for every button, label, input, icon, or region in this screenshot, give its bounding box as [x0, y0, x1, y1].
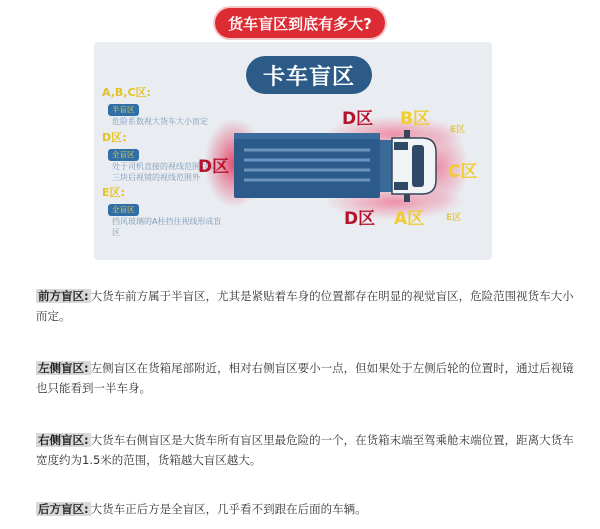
- truck-blind-spot-diagram: [94, 42, 492, 260]
- paragraph-label: 后方盲区:: [38, 502, 89, 516]
- diagram-title: 卡车盲区: [246, 56, 372, 94]
- article-title: 货车盲区到底有多大?: [215, 8, 385, 38]
- zone-label-e-bottom: E区: [446, 213, 462, 223]
- zone-label-a: A区: [394, 209, 425, 229]
- paragraph-text: 大货车前方属于半盲区，尤其是紧贴着车身的位置都存在明显的视觉盲区，危险范围视货车大小而定。: [36, 289, 574, 323]
- legend-heading: D区:: [102, 130, 127, 144]
- truck-connector: [380, 140, 392, 192]
- legend-badge: 半盲区: [108, 104, 139, 116]
- zone-label-d-left: D区: [198, 157, 230, 177]
- paragraph-text: 左侧盲区在货箱尾部附近，相对右侧盲区要小一点，但如果处于左侧后轮的位置时，通过后视镜也只能看到一半车身。: [36, 361, 574, 395]
- truck-cargo-edge: [234, 133, 380, 139]
- zone-label-c: C区: [448, 162, 478, 182]
- legend-heading: E区:: [102, 186, 125, 200]
- truck-windshield: [412, 145, 424, 187]
- paragraph-left-blind-spot: [36, 358, 584, 398]
- legend-description: 挡风玻璃的A柱挡住视线形成盲区: [112, 217, 222, 238]
- paragraph-text: 大货车正后方是全盲区，几乎看不到跟在后面的车辆。: [90, 502, 367, 516]
- paragraph-right-blind-spot: [36, 430, 584, 470]
- zone-label-b: B区: [400, 109, 430, 129]
- truck-mirror: [404, 194, 410, 202]
- truck-side-window: [394, 142, 408, 150]
- truck-mirror: [404, 130, 410, 138]
- paragraph-text: 大货车右侧盲区是大货车所有盲区里最危险的一个，在货箱末端至驾乘舱末端位置，距离大货车宽度约为1.5米的范围，货箱越大盲区越大。: [36, 433, 574, 467]
- truck-side-window: [394, 182, 408, 190]
- legend-badge: 全盲区: [108, 149, 139, 161]
- legend-description: 处于司机直接的视线范围以及三块后视镜的视线范围外: [112, 161, 216, 182]
- legend-description: 危险系数视大货车大小而定: [112, 116, 208, 126]
- paragraph-label: 右侧盲区:: [38, 433, 89, 447]
- paragraph-label: 前方盲区:: [38, 289, 89, 303]
- paragraph-rear-blind-spot: [36, 499, 584, 519]
- paragraph-front-blind-spot: [36, 286, 584, 326]
- zone-label-e-top: E区: [450, 125, 466, 135]
- legend-badge: 全盲区: [108, 204, 139, 216]
- zone-label-d-top: D区: [342, 109, 374, 129]
- legend-heading: A,B,C区:: [102, 86, 151, 99]
- truck-cargo-box: [234, 133, 380, 198]
- paragraph-label: 左侧盲区:: [38, 361, 89, 375]
- zone-label-d-bottom: D区: [344, 209, 376, 229]
